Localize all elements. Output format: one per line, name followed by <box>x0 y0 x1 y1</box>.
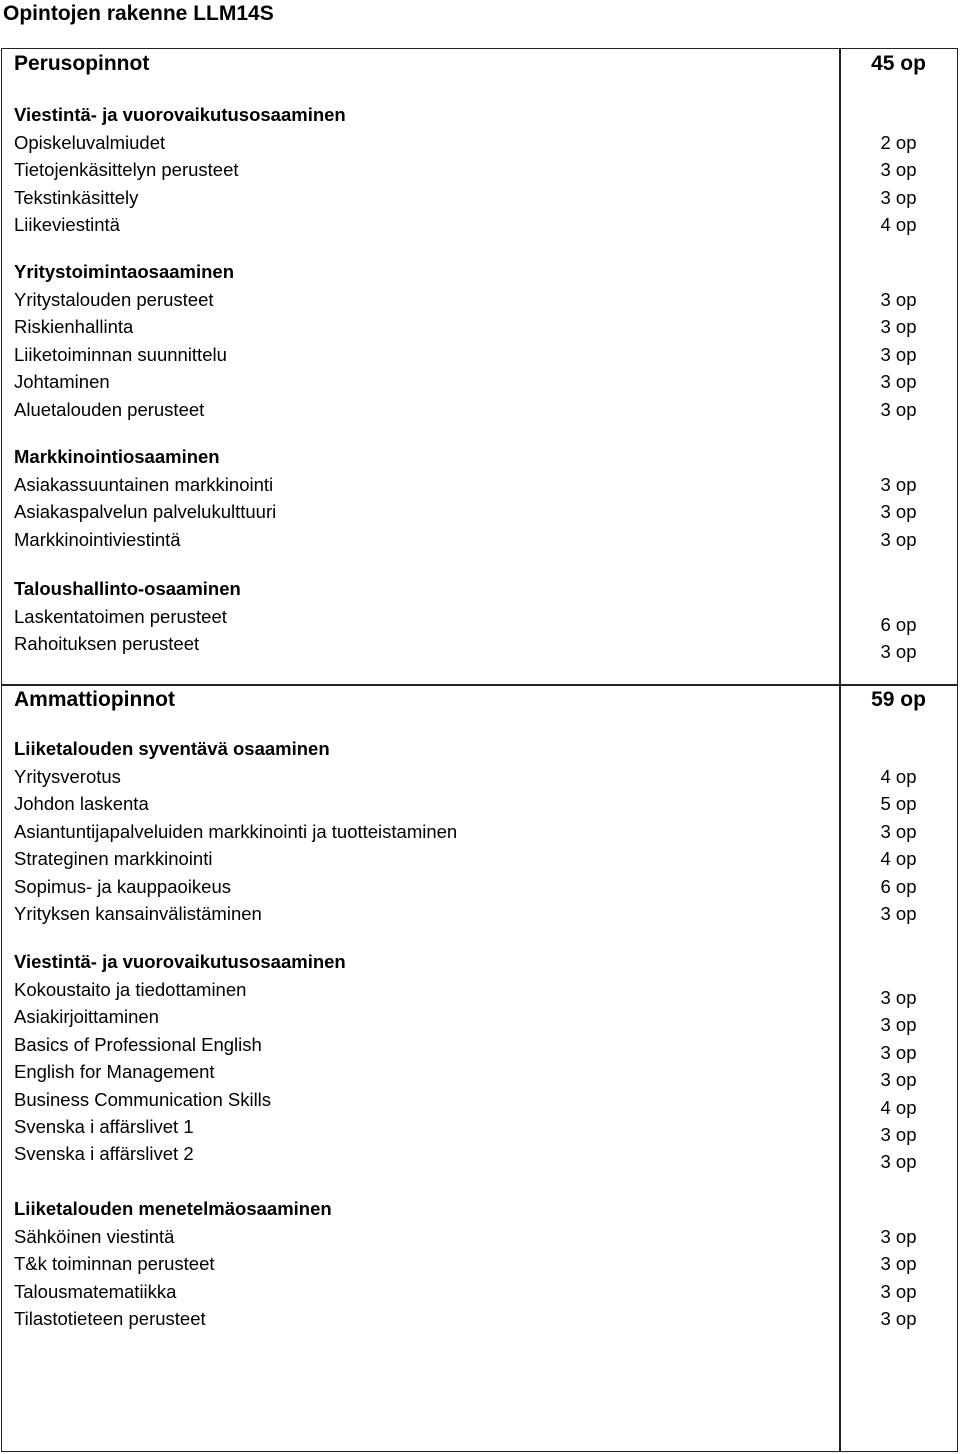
group-heading <box>0 1195 960 1223</box>
group-heading-label: Yritystoimintaosaaminen <box>14 261 235 282</box>
course-row-credits: 3 op <box>880 398 917 420</box>
course-row-label: Basics of Professional English <box>14 1033 262 1055</box>
course-row <box>0 1278 960 1306</box>
course-row-label: Liikeviestintä <box>14 214 120 236</box>
course-row <box>0 341 960 369</box>
course-row-credits: 4 op <box>880 766 917 787</box>
course-row <box>0 1086 960 1118</box>
course-row-label: Opiskeluvalmiudet <box>14 132 166 153</box>
course-row-credits: 5 op <box>880 793 917 815</box>
course-row-label: Yrityksen kansainvälistäminen <box>14 903 262 924</box>
course-row <box>0 1003 960 1036</box>
course-row <box>0 498 960 526</box>
section-row-label: Ammattiopinnot <box>14 688 175 711</box>
section-row <box>0 686 960 714</box>
course-row-credits: 4 op <box>880 1096 917 1118</box>
course-row-credits: 3 op <box>880 371 917 393</box>
course-row-credits: 3 op <box>880 474 917 495</box>
course-row <box>0 818 960 846</box>
course-row <box>0 1305 960 1333</box>
course-row <box>0 1140 960 1173</box>
course-row-label: T&k toiminnan perusteet <box>14 1253 215 1275</box>
course-row-label: Markkinointiviestintä <box>14 528 181 550</box>
course-row <box>0 211 960 239</box>
course-row <box>0 630 960 663</box>
course-row <box>0 1223 960 1251</box>
section-row-label: Perusopinnot <box>14 52 150 75</box>
course-row-credits: 4 op <box>880 214 917 236</box>
course-row-label: Yritystalouden perusteet <box>14 289 214 310</box>
course-row-credits: 3 op <box>880 1280 917 1302</box>
group-heading-label: Viestintä- ja vuorovaikutusosaaminen <box>14 951 346 972</box>
page-title: Opintojen rakenne LLM14S <box>3 2 274 25</box>
course-row-credits: 3 op <box>880 1124 917 1145</box>
course-row-credits: 3 op <box>880 820 917 842</box>
group-heading <box>0 101 960 129</box>
group-heading-label: Taloushallinto-osaaminen <box>14 578 241 599</box>
course-row-label: Tekstinkäsittely <box>14 186 139 208</box>
course-row-credits: 6 op <box>880 875 917 897</box>
course-row-credits: 3 op <box>880 1151 917 1173</box>
course-row-credits: 3 op <box>880 1226 917 1247</box>
course-row <box>0 396 960 424</box>
course-row-credits: 3 op <box>880 186 917 208</box>
course-row <box>0 976 960 1008</box>
group-heading <box>0 948 960 976</box>
course-row <box>0 286 960 314</box>
course-row <box>0 1250 960 1278</box>
course-row-label: Svenska i affärslivet 1 <box>14 1116 194 1137</box>
course-row-label: Asiakassuuntainen markkinointi <box>14 474 274 495</box>
section-row-credits: 45 op <box>871 52 926 75</box>
course-row-label: Talousmatematiikka <box>14 1280 177 1302</box>
section-row <box>0 50 960 78</box>
course-row-label: Laskentatoimen perusteet <box>14 606 227 627</box>
group-heading-label: Markkinointiosaaminen <box>14 446 220 467</box>
course-row-credits: 3 op <box>880 528 917 550</box>
course-row-credits: 3 op <box>880 1014 917 1036</box>
course-row-credits: 3 op <box>880 641 917 663</box>
group-heading <box>0 443 960 471</box>
course-row-credits: 3 op <box>880 1253 917 1275</box>
course-row <box>0 900 960 928</box>
course-row-label: Strateginen markkinointi <box>14 848 213 870</box>
course-row-label: Kokoustaito ja tiedottaminen <box>14 979 247 1000</box>
course-row-label: Business Communication Skills <box>14 1088 272 1110</box>
course-row-label: Sopimus- ja kauppaoikeus <box>14 875 231 897</box>
course-row-label: Riskienhallinta <box>14 316 134 338</box>
course-row-label: Yritysverotus <box>14 766 121 787</box>
course-row-label: Johdon laskenta <box>14 793 149 815</box>
group-heading-label: Liiketalouden menetelmäosaaminen <box>14 1198 332 1219</box>
course-row-credits: 2 op <box>880 132 917 153</box>
course-row <box>0 156 960 184</box>
course-row <box>0 526 960 554</box>
course-row <box>0 873 960 901</box>
group-heading <box>0 575 960 603</box>
course-row-label: Aluetalouden perusteet <box>14 398 205 420</box>
course-row <box>0 368 960 396</box>
course-row-credits: 3 op <box>880 343 917 365</box>
course-row <box>0 763 960 791</box>
group-heading <box>0 735 960 763</box>
course-row-label: Johtaminen <box>14 371 110 393</box>
course-row <box>0 1113 960 1145</box>
course-row-credits: 3 op <box>880 316 917 338</box>
course-row <box>0 603 960 635</box>
group-heading-label: Viestintä- ja vuorovaikutusosaaminen <box>14 104 346 125</box>
course-row-credits: 3 op <box>880 1041 917 1063</box>
course-row-label: Sähköinen viestintä <box>14 1226 175 1247</box>
course-row-credits: 3 op <box>880 289 917 310</box>
course-row-credits: 3 op <box>880 501 917 523</box>
course-row-label: Asiantuntijapalveluiden markkinointi ja tuotteistaminen <box>14 820 458 842</box>
group-heading <box>0 258 960 286</box>
course-row-credits: 3 op <box>880 1069 917 1091</box>
course-row-credits: 6 op <box>880 614 917 635</box>
course-row <box>0 790 960 818</box>
course-row-label: Svenska i affärslivet 2 <box>14 1143 194 1165</box>
section-row-credits: 59 op <box>871 688 926 711</box>
course-row-credits: 3 op <box>880 987 917 1008</box>
course-row-label: Tietojenkäsittelyn perusteet <box>14 159 239 181</box>
course-row <box>0 471 960 499</box>
course-row-label: Asiakirjoittaminen <box>14 1006 159 1028</box>
course-row <box>0 313 960 341</box>
course-row-label: Asiakaspalvelun palvelukulttuuri <box>14 501 277 523</box>
group-heading-label: Liiketalouden syventävä osaaminen <box>14 738 330 759</box>
course-row <box>0 184 960 212</box>
course-row-label: Liiketoiminnan suunnittelu <box>14 343 227 365</box>
course-row-label: Tilastotieteen perusteet <box>14 1308 206 1330</box>
course-row-label: Rahoituksen perusteet <box>14 633 200 655</box>
course-row-credits: 3 op <box>880 1308 917 1330</box>
course-row <box>0 845 960 873</box>
course-row <box>0 129 960 157</box>
course-row <box>0 1031 960 1063</box>
course-row-credits: 3 op <box>880 159 917 181</box>
course-row-label: English for Management <box>14 1061 215 1083</box>
course-row <box>0 1058 960 1091</box>
course-row-credits: 3 op <box>880 903 917 924</box>
course-row-credits: 4 op <box>880 848 917 870</box>
